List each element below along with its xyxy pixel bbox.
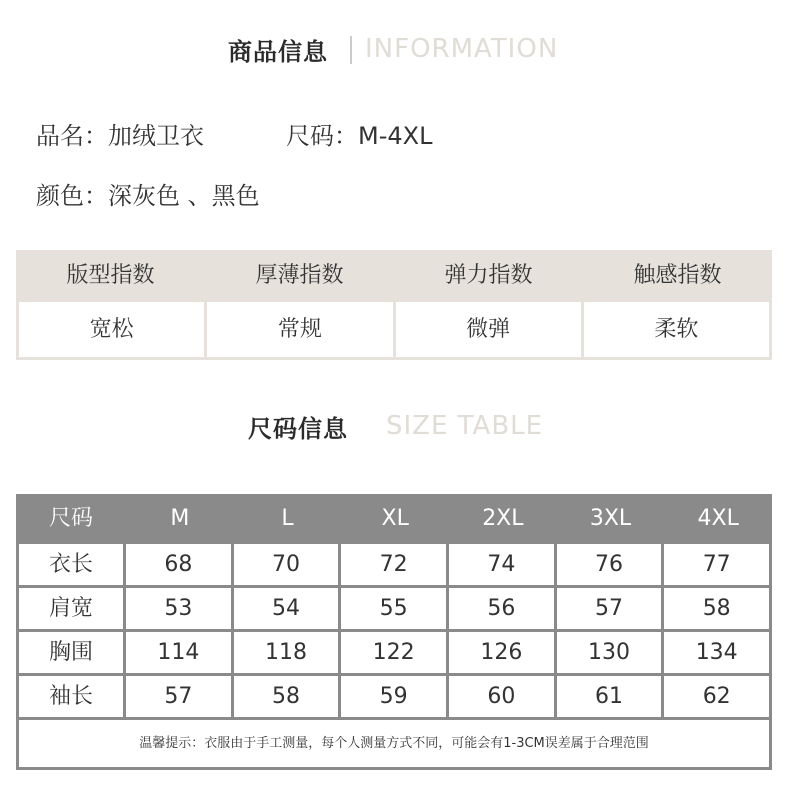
index-header-elasticity: 弹力指数 <box>444 263 533 288</box>
size-header-4xl: 4XL <box>697 506 739 531</box>
row-label: 衣长 <box>19 544 123 585</box>
table-cell: 57 <box>557 588 662 629</box>
table-cell: 118 <box>234 632 339 673</box>
table-cell: 77 <box>664 544 769 585</box>
table-cell: 61 <box>557 676 662 717</box>
size-header-m: M <box>170 506 190 531</box>
size-table-header <box>16 494 772 544</box>
table-cell: 74 <box>449 544 554 585</box>
index-value-fit: 宽松 <box>19 302 204 357</box>
product-colors: 颜色：深灰色 、黑色 <box>36 182 260 210</box>
size-header-3xl: 3XL <box>589 506 632 531</box>
measurement-note: 温馨提示：衣服由于手工测量，每个人测量方式不同，可能会有1-3CM误差属于合理范围 <box>19 720 769 767</box>
table-cell: 58 <box>664 588 769 629</box>
table-cell: 58 <box>234 676 339 717</box>
table-cell: 56 <box>449 588 554 629</box>
table-cell: 76 <box>557 544 662 585</box>
index-table-header <box>16 250 772 302</box>
row-label: 胸围 <box>19 632 123 673</box>
index-header-thickness: 厚薄指数 <box>255 263 344 288</box>
size-table <box>16 494 772 770</box>
table-cell: 53 <box>126 588 231 629</box>
size-table-title: 尺码信息 <box>248 415 348 443</box>
table-cell: 126 <box>449 632 554 673</box>
table-cell: 54 <box>234 588 339 629</box>
table-cell: 130 <box>557 632 662 673</box>
size-header-label: 尺码 <box>48 506 93 531</box>
size-table-subtitle: SIZE TABLE <box>386 411 544 441</box>
information-title: 商品信息 <box>228 38 328 66</box>
size-header-l: L <box>281 506 294 531</box>
index-header-feel: 触感指数 <box>633 263 722 288</box>
table-cell: 68 <box>126 544 231 585</box>
row-label: 袖长 <box>19 676 123 717</box>
index-value-elasticity: 微弹 <box>396 302 581 357</box>
index-table-values <box>19 302 769 357</box>
information-subtitle: INFORMATION <box>365 34 559 64</box>
size-header-xl: XL <box>381 506 409 531</box>
index-value-feel: 柔软 <box>584 302 769 357</box>
size-header-2xl: 2XL <box>482 506 524 531</box>
table-cell: 70 <box>234 544 339 585</box>
table-cell: 114 <box>126 632 231 673</box>
table-row <box>19 676 769 717</box>
index-table <box>16 250 772 360</box>
table-cell: 57 <box>126 676 231 717</box>
index-value-thickness: 常规 <box>207 302 392 357</box>
title-divider <box>350 36 352 64</box>
table-cell: 60 <box>449 676 554 717</box>
table-row <box>19 632 769 673</box>
table-cell: 62 <box>664 676 769 717</box>
index-header-fit: 版型指数 <box>66 263 155 288</box>
table-cell: 134 <box>664 632 769 673</box>
row-label: 肩宽 <box>19 588 123 629</box>
table-cell: 55 <box>341 588 446 629</box>
size-range: 尺码：M-4XL <box>286 122 433 150</box>
table-row <box>19 544 769 585</box>
product-name: 品名：加绒卫衣 <box>36 122 204 150</box>
table-cell: 122 <box>341 632 446 673</box>
table-row <box>19 588 769 629</box>
table-cell: 59 <box>341 676 446 717</box>
table-cell: 72 <box>341 544 446 585</box>
